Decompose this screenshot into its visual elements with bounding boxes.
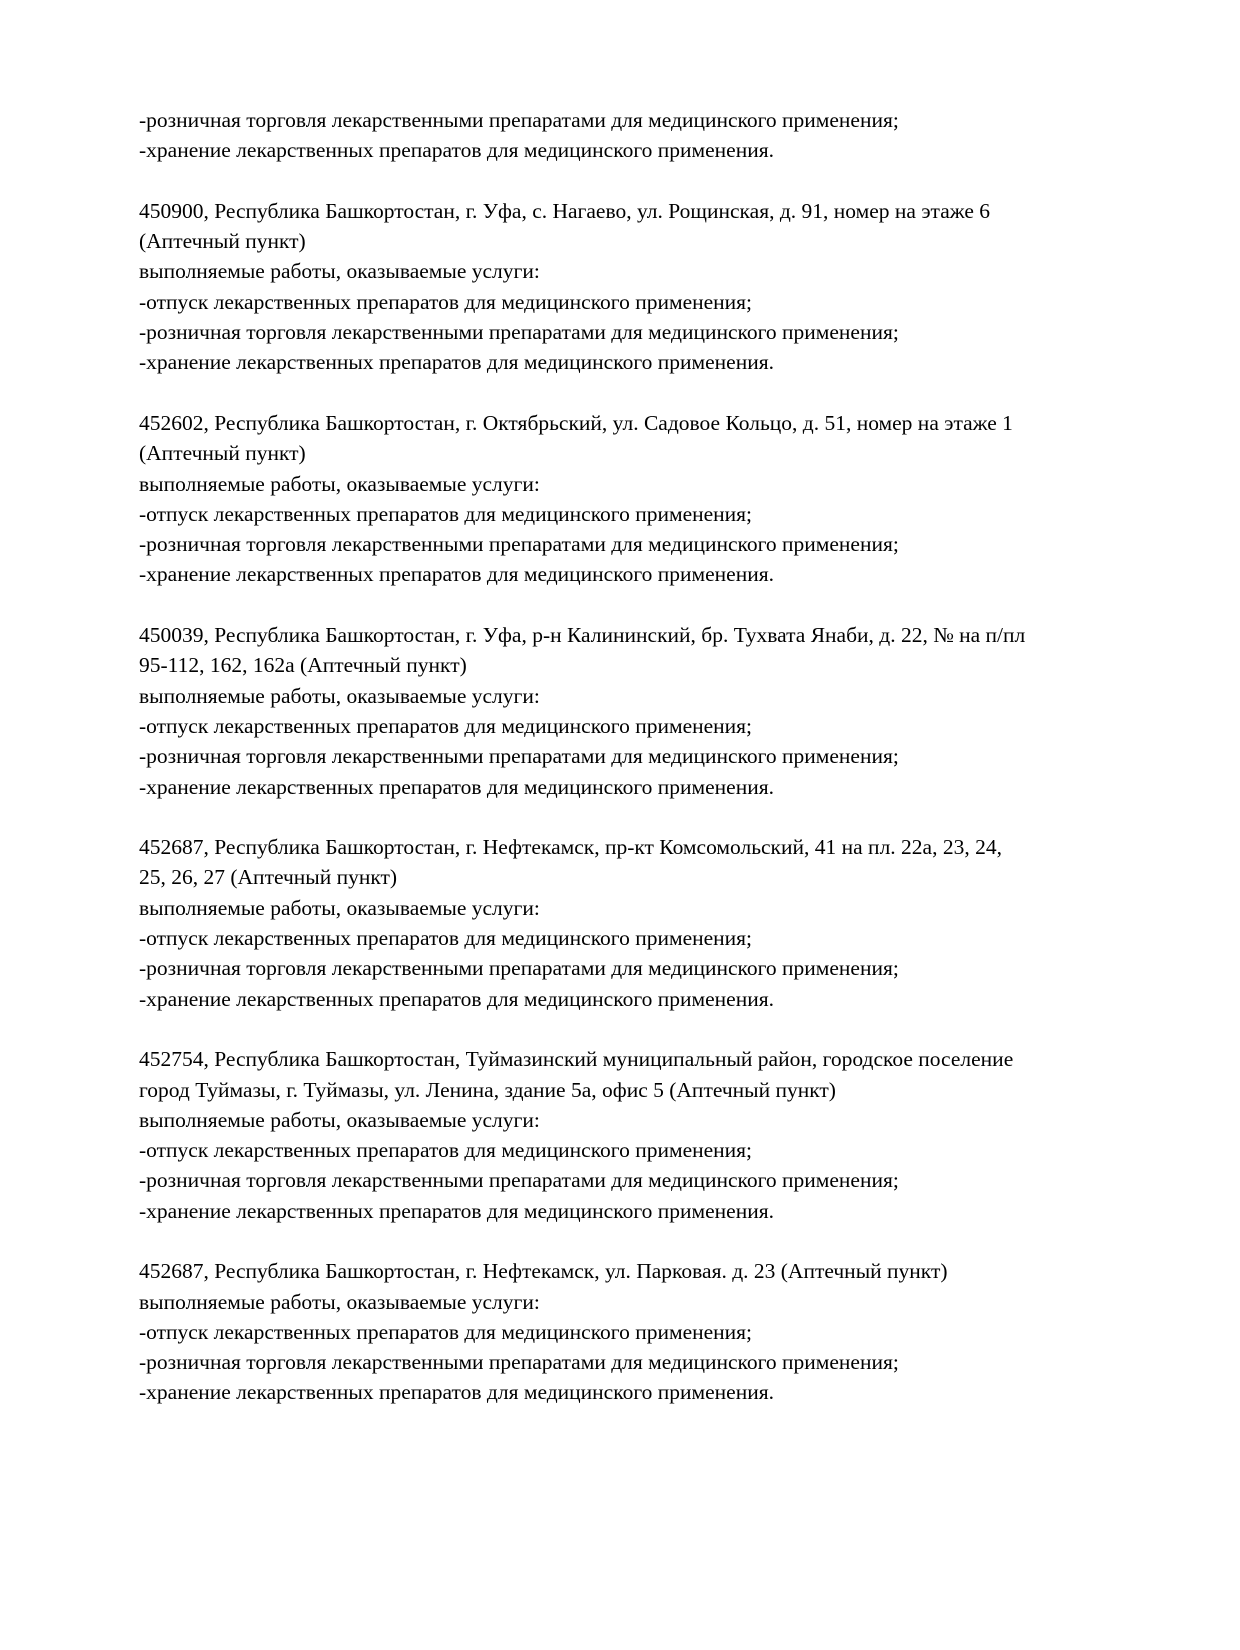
entry-address-line: 450900, Республика Башкортостан, г. Уфа, с. Нагаево, ул. Рощинская, д. 91, номер на этаже 6 [139, 198, 990, 223]
service-item: -отпуск лекарственных препаратов для медицинского применения; [139, 289, 753, 314]
entry-address-line: (Аптечный пункт) [139, 229, 306, 254]
service-item: -розничная торговля лекарственными препаратами для медицинского применения; [139, 320, 899, 345]
works-services-label: выполняемые работы, оказываемые услуги: [139, 259, 540, 284]
entry-address-line: 452602, Республика Башкортостан, г. Октябрьский, ул. Садовое Кольцо, д. 51, номер на этаже 1 [139, 410, 1013, 435]
works-services-label: выполняемые работы, оказываемые услуги: [139, 471, 540, 496]
service-item: -хранение лекарственных препаратов для медицинского применения. [139, 138, 774, 163]
service-item: -отпуск лекарственных препаратов для медицинского применения; [139, 1138, 753, 1163]
service-item: -отпуск лекарственных препаратов для медицинского применения; [139, 1319, 753, 1344]
service-item: -розничная торговля лекарственными препаратами для медицинского применения; [139, 956, 899, 981]
service-item: -отпуск лекарственных препаратов для медицинского применения; [139, 501, 753, 526]
license-entry [139, 408, 1139, 590]
service-item: -отпуск лекарственных препаратов для медицинского применения; [139, 926, 753, 951]
license-entry [139, 1256, 1139, 1407]
entry-address-line: 450039, Республика Башкортостан, г. Уфа, р-н Калининский, бр. Тухвата Янаби, д. 22, № на п/пл [139, 623, 1026, 648]
entry-address-line: 452687, Республика Башкортостан, г. Нефтекамск, ул. Парковая. д. 23 (Аптечный пункт) [139, 1259, 948, 1284]
works-services-label: выполняемые работы, оказываемые услуги: [139, 1107, 540, 1132]
continuation-block [139, 105, 1139, 166]
works-services-label: выполняемые работы, оказываемые услуги: [139, 1289, 540, 1314]
service-item: -розничная торговля лекарственными препаратами для медицинского применения; [139, 744, 899, 769]
document-body [139, 105, 1139, 1438]
entry-address-line: 452687, Республика Башкортостан, г. Нефтекамск, пр-кт Комсомольский, 41 на пл. 22а, 23, 24, [139, 835, 1002, 860]
service-item: -хранение лекарственных препаратов для медицинского применения. [139, 1198, 774, 1223]
service-item: -розничная торговля лекарственными препаратами для медицинского применения; [139, 1350, 899, 1375]
entry-address-line: 452754, Республика Башкортостан, Туймазинский муниципальный район, городское поселение [139, 1047, 1014, 1072]
license-entry [139, 1044, 1139, 1226]
service-item: -отпуск лекарственных препаратов для медицинского применения; [139, 713, 753, 738]
license-entry [139, 620, 1139, 802]
works-services-label: выполняемые работы, оказываемые услуги: [139, 895, 540, 920]
entry-address-line: город Туймазы, г. Туймазы, ул. Ленина, здание 5а, офис 5 (Аптечный пункт) [139, 1077, 836, 1102]
service-item: -хранение лекарственных препаратов для медицинского применения. [139, 350, 774, 375]
service-item: -розничная торговля лекарственными препаратами для медицинского применения; [139, 532, 899, 557]
service-item: -розничная торговля лекарственными препаратами для медицинского применения; [139, 1168, 899, 1193]
works-services-label: выполняемые работы, оказываемые услуги: [139, 683, 540, 708]
service-item: -розничная торговля лекарственными препаратами для медицинского применения; [139, 108, 899, 132]
service-item: -хранение лекарственных препаратов для медицинского применения. [139, 562, 774, 587]
license-entry [139, 832, 1139, 1014]
entry-address-line: 25, 26, 27 (Аптечный пункт) [139, 865, 398, 890]
service-item: -хранение лекарственных препаратов для медицинского применения. [139, 1380, 774, 1405]
entry-address-line: (Аптечный пункт) [139, 441, 306, 466]
service-item: -хранение лекарственных препаратов для медицинского применения. [139, 986, 774, 1011]
entry-address-line: 95-112, 162, 162а (Аптечный пункт) [139, 653, 467, 678]
license-entry [139, 196, 1139, 378]
service-item: -хранение лекарственных препаратов для медицинского применения. [139, 774, 774, 799]
